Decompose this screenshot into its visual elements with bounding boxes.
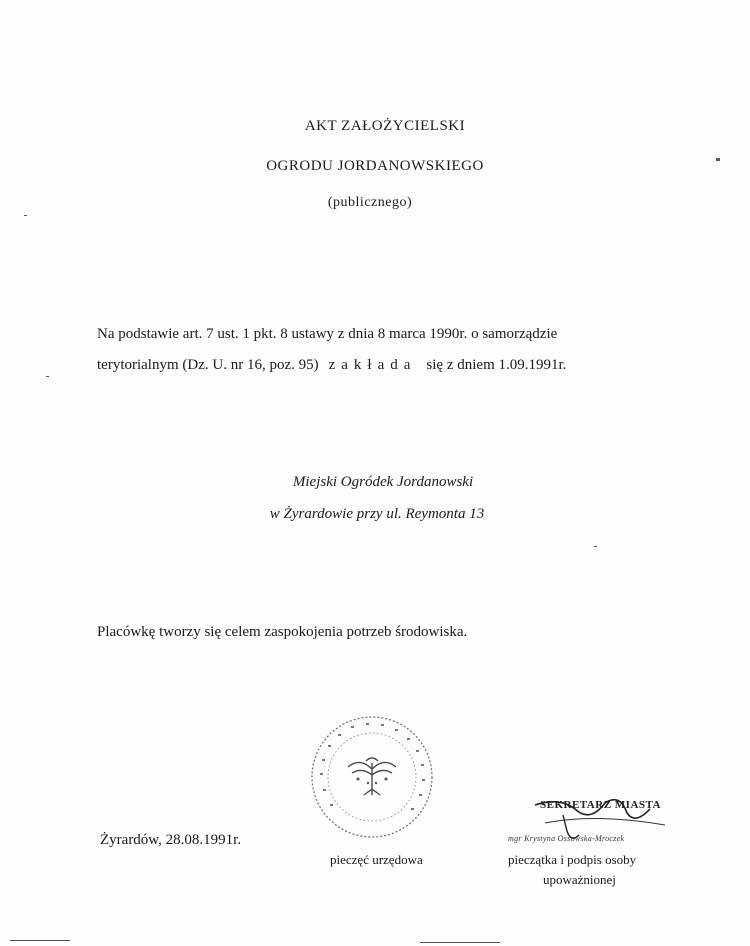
- official-seal-icon: [308, 713, 436, 841]
- legal-basis-line-2: [97, 357, 566, 374]
- legal-basis-reference: terytorialnym (Dz. U. nr 16, poz. 95): [97, 357, 319, 373]
- document-title: AKT ZAŁOŻYCIELSKI: [304, 118, 466, 134]
- purpose-statement: Placówkę tworzy się celem zaspokojenia potrzeb środowiska.: [97, 624, 468, 640]
- stamp-name: SEKRETARZ MIASTA: [540, 799, 661, 811]
- establishment-address: w Żyrardowie przy ul. Reymonta 13: [269, 506, 485, 522]
- scan-speck: [716, 158, 720, 161]
- scan-speck: [10, 940, 70, 941]
- signature-label-continued: upoważnionej: [543, 872, 616, 887]
- scan-speck: [46, 376, 49, 377]
- document-qualifier: (publicznego): [327, 195, 413, 210]
- scan-speck: [24, 215, 27, 216]
- legal-basis-line-1: Na podstawie art. 7 ust. 1 pkt. 8 ustawy z dnia 8 marca 1990r. o samorządzie: [97, 326, 558, 342]
- place-and-date: Żyrardów, 28.08.1991r.: [100, 832, 242, 848]
- effective-date: się z dniem 1.09.1991r.: [426, 357, 567, 373]
- signature-label: pieczątka i podpis osoby: [508, 852, 637, 867]
- establishment-name: Miejski Ogródek Jordanowski: [292, 474, 474, 490]
- scan-speck: [420, 942, 500, 943]
- document-subtitle: OGRODU JORDANOWSKIEGO: [266, 158, 484, 174]
- seal-label: pieczęć urzędowa: [330, 852, 423, 867]
- scan-speck: [594, 546, 597, 547]
- establishes-word: zakłada: [328, 357, 417, 373]
- stamp-subtitle: mgr Krystyna Ossowska-Mroczek: [508, 834, 625, 843]
